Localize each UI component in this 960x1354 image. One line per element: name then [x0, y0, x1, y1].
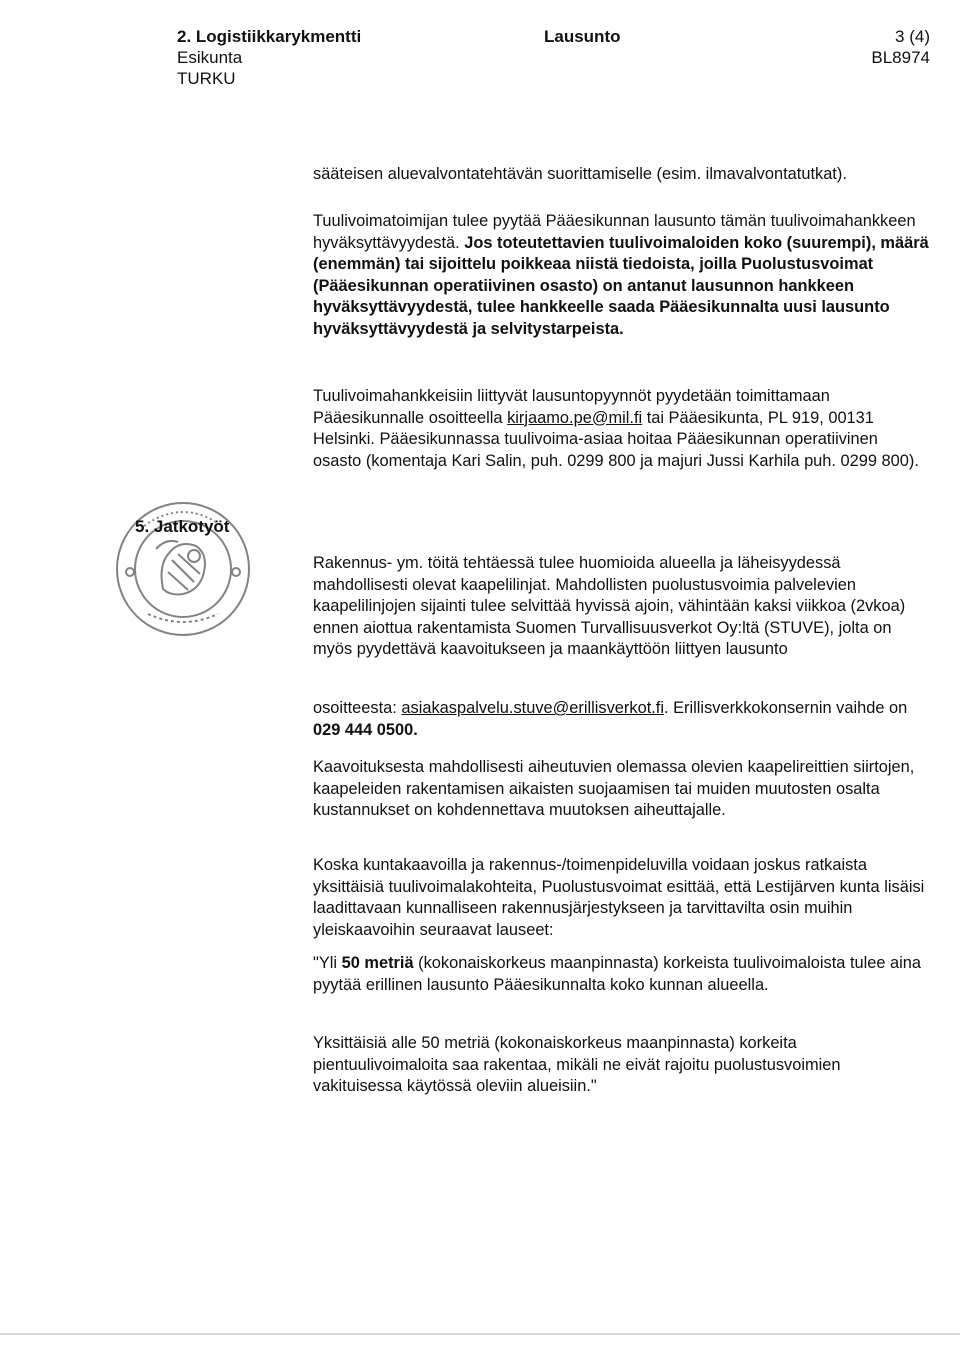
- paragraph-2: [313, 211, 929, 340]
- paragraph-6-text: Kaavoituksesta mahdollisesti aiheutuvien olemassa olevien kaapelireittien siirtojen, kaapeleiden rakentamisen aikaisten suojaamisen tai muiden muutosten osalta kustannukset on kohdennettava muutoksen aiheuttajalle.: [313, 758, 915, 819]
- org-unit: Esikunta: [177, 48, 243, 67]
- paragraph-2-text: Tuulivoimatoimijan tulee pyytää Pääesikunnan lausunto tämän tuulivoimahankkeen hyväksyttävyydestä.: [313, 212, 916, 252]
- org-name: 2. Logistiikkarykmentti: [177, 27, 362, 46]
- paragraph-5-text-a: osoitteesta:: [313, 699, 402, 717]
- section-title: 5. Jatkotyöt: [135, 517, 230, 536]
- paragraph-3: [313, 386, 929, 472]
- paragraph-4: [313, 553, 929, 661]
- org-city: TURKU: [177, 69, 236, 88]
- paragraph-1: [313, 164, 929, 186]
- paragraph-5: [313, 698, 929, 741]
- page-number: 3 (4): [895, 27, 930, 46]
- paragraph-8: [313, 953, 929, 996]
- paragraph-4-text: Rakennus- ym. töitä tehtäessä tulee huomioida alueella ja läheisyydessä mahdollisesti olevat kaapelilinjat. Mahdollisten puolustusvoimia palvelevien kaapelilinjojen sijainti tulee selvittää hyvissä ajoin, vähintään kaksi viikkoa (2vkoa) ennen aiottua rakentamista Suomen Turvallisuusverkot Oy:ltä (STUVE), jolta on myös pyydettävä kaavoitukseen ja maankäyttöön liittyen lausunto: [313, 554, 906, 658]
- paragraph-9: [313, 1033, 929, 1098]
- paragraph-5-text-b: . Erillisverkkokonsernin vaihde on: [664, 699, 908, 717]
- document-type: Lausunto: [544, 27, 621, 46]
- paragraph-7-text: Koska kuntakaavoilla ja rakennus-/toimenpideluvilla voidaan joskus ratkaista yksittäisiä tuulivoimalakohteita, Puolustusvoimat esittää, että Lestijärven kunta lisäisi laadittavaan kunnalliseen rakennusjärjestykseen ja tarvittavilta osin muihin yleiskaavoihin seuraavat lauseet:: [313, 856, 925, 939]
- email-link-stuve[interactable]: asiakaspalvelu.stuve@erillisverkot.fi: [401, 699, 664, 717]
- reference-code: BL8974: [871, 48, 930, 67]
- paragraph-6: [313, 757, 929, 822]
- email-link-kirjaamo[interactable]: kirjaamo.pe@mil.fi: [507, 408, 643, 427]
- footer-divider: [0, 1333, 960, 1335]
- sender-block: [177, 26, 361, 89]
- paragraph-3-text-b: tai Pääesikunta, PL 919, 00131 Helsinki. Pääesikunnassa tuulivoima-asiaa hoitaa Pääesikunnan operatiivinen osasto (komentaja Kari Salin, puh. 0299 800 ja majuri Jussi Karhila puh. 0299 800).: [313, 408, 919, 470]
- paragraph-9-text: Yksittäisiä alle 50 metriä (kokonaiskorkeus maanpinnasta) korkeita pientuulivoimaloita saa rakentaa, mikäli ne eivät rajoitu puolustusvoimien vakituisessa käytössä oleviin alueisiin.": [313, 1034, 841, 1095]
- paragraph-2-bold-text: Jos toteutettavien tuulivoimaloiden koko (suurempi), määrä (enemmän) tai sijoittelu poikkeaa niistä tiedoista, joilla Puolustusvoimat (Pääesikunnan operatiivinen osasto) on antanut lausunnon hankkeen hyväksyttävyydestä, tulee hankkeelle saada Pääesikunnalta uusi lausunto hyväksyttävyydestä ja selvitystarpeista.: [313, 233, 929, 338]
- paragraph-8-text-a: "Yli: [313, 954, 342, 972]
- paragraph-8-text-b: (kokonaiskorkeus maanpinnasta) korkeista tuulivoimaloista tulee aina pyytää erillinen lausunto Pääesikunnalta koko kunnan alueella.: [313, 954, 922, 994]
- page-ref-block: [871, 26, 930, 68]
- paragraph-1-text: sääteisen aluevalvontatehtävän suorittamiselle (esim. ilmavalvontatutkat).: [313, 165, 847, 183]
- switchboard-phone: 029 444 0500.: [313, 720, 418, 739]
- paragraph-7: [313, 855, 929, 941]
- paragraph-3-text-a: Tuulivoimahankkeisiin liittyvät lausuntopyynnöt pyydetään toimittamaan Pääesikunnalle osoitteella: [313, 387, 830, 427]
- paragraph-8-bold-height: 50 metriä: [341, 954, 414, 972]
